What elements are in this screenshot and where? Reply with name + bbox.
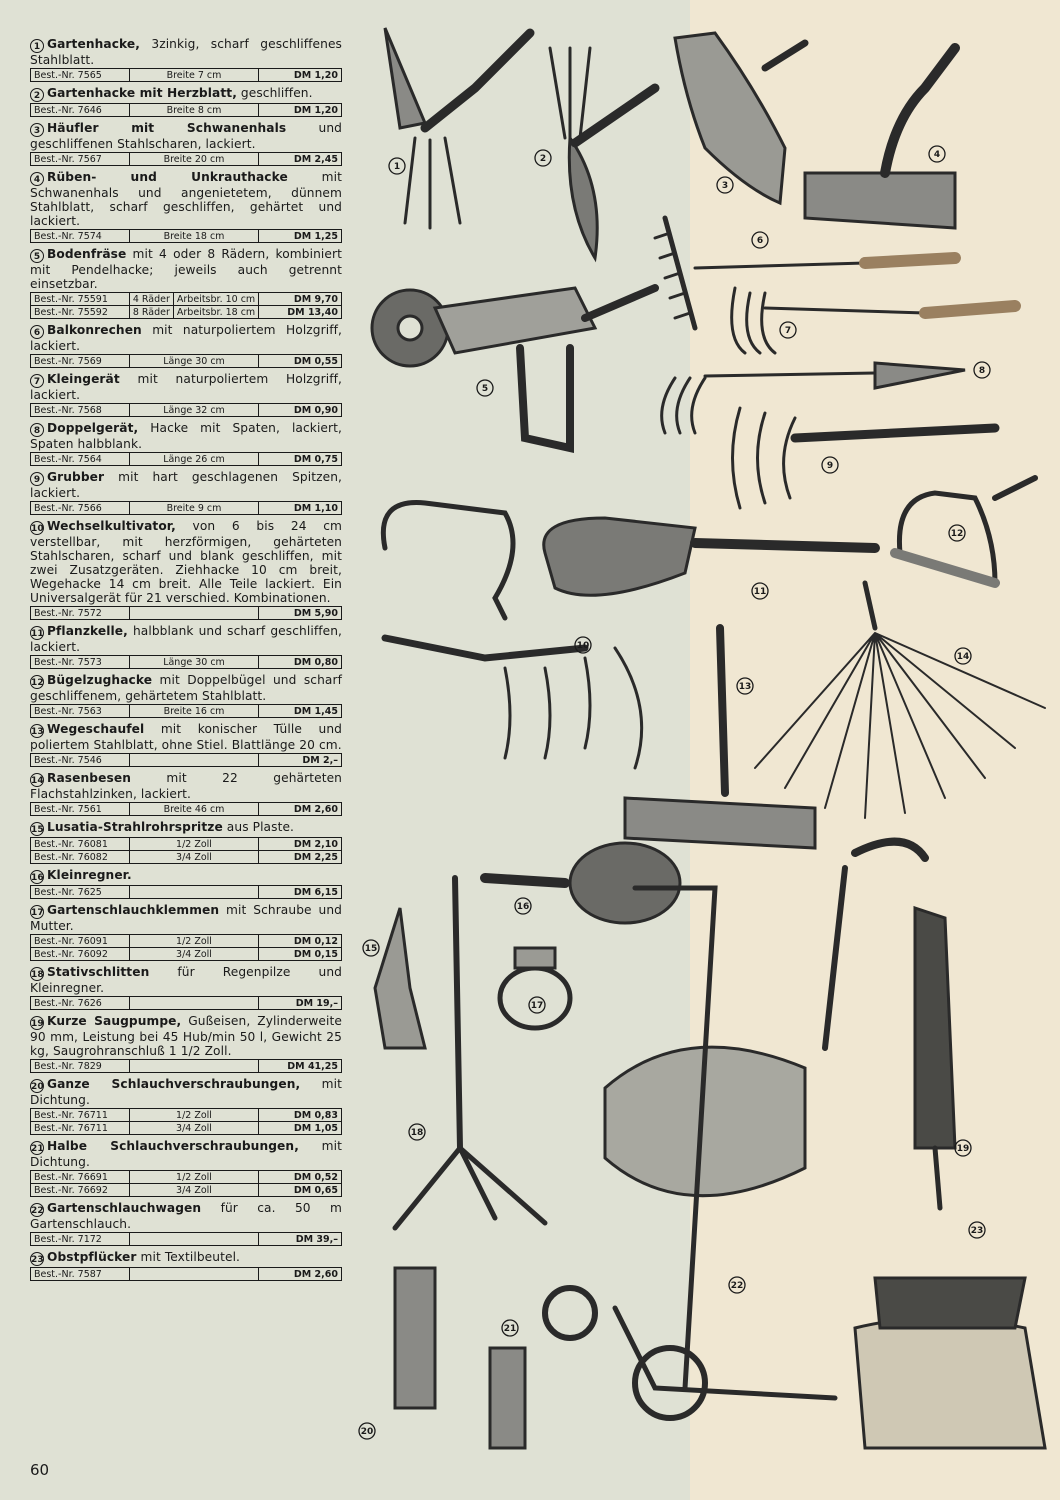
- item-description: [30, 170, 342, 228]
- order-table: [30, 1232, 342, 1246]
- illustration-hose-nozzle: [375, 908, 425, 1048]
- illustration-fruit-picker: [855, 1278, 1045, 1448]
- order-row: [31, 453, 342, 466]
- item-description: [30, 247, 342, 291]
- catalog-item: [30, 170, 342, 243]
- svg-text:15: 15: [364, 944, 378, 954]
- order-price: DM 1,20: [259, 69, 342, 82]
- illustration-lawn-rake: [755, 583, 1045, 818]
- catalog-item: [30, 1077, 342, 1135]
- catalog-item: [30, 820, 342, 864]
- item-number-badge: 21: [30, 1141, 44, 1155]
- order-number: Best.-Nr. 76692: [31, 1184, 130, 1197]
- item-number-badge: 14: [30, 773, 44, 787]
- item-text: mit Textilbeutel.: [136, 1250, 241, 1264]
- item-number-badge: 17: [30, 905, 44, 919]
- order-row: [31, 656, 342, 669]
- order-number: Best.-Nr. 7561: [31, 803, 130, 816]
- item-title: Grubber: [47, 470, 105, 484]
- item-title: Wechselkultivator,: [47, 519, 176, 533]
- order-row: [31, 104, 342, 117]
- illustration-double-tool: [662, 363, 965, 433]
- order-price: DM 0,75: [259, 453, 342, 466]
- order-size: Breite 20 cm: [130, 153, 259, 166]
- catalog-item: [30, 624, 342, 669]
- item-description: [30, 37, 342, 67]
- item-text: mit Dichtung.: [30, 1139, 342, 1169]
- svg-text:11: 11: [753, 587, 767, 597]
- order-price: DM 13,40: [259, 306, 342, 319]
- item-number-badge: 6: [30, 325, 44, 339]
- illustration-half-hose-couplings: [490, 1348, 525, 1448]
- order-number: Best.-Nr. 7625: [31, 886, 130, 899]
- order-size: 3/4 Zoll: [130, 948, 259, 961]
- item-title: Rüben- und Unkrauthacke: [47, 170, 288, 184]
- order-price: DM 1,25: [259, 230, 342, 243]
- item-number-badge: 18: [30, 967, 44, 981]
- item-title: Obstpflücker: [47, 1250, 137, 1264]
- catalog-item: [30, 903, 342, 961]
- catalog-item: [30, 1014, 342, 1073]
- order-size: Breite 8 cm: [130, 104, 259, 117]
- item-description: [30, 965, 342, 995]
- item-description: [30, 121, 342, 151]
- illustration-hose-clamp: [500, 948, 570, 1028]
- catalog-list: [30, 37, 342, 1285]
- order-table: [30, 229, 342, 243]
- order-price: DM 39,–: [259, 1233, 342, 1246]
- item-description: [30, 1201, 342, 1231]
- catalog-item: [30, 1201, 342, 1246]
- svg-text:9: 9: [826, 461, 834, 471]
- illustration-path-shovel: [625, 628, 815, 848]
- catalog-item: [30, 121, 342, 166]
- item-description: [30, 519, 342, 605]
- order-price: DM 0,83: [259, 1109, 342, 1122]
- item-text: mit konischer Tülle und poliertem Stahlblatt, ohne Stiel. Blattlänge 20 cm.: [30, 722, 342, 752]
- svg-text:17: 17: [530, 1001, 544, 1011]
- catalog-item: [30, 372, 342, 417]
- order-row: [31, 293, 342, 306]
- svg-text:5: 5: [481, 384, 489, 394]
- order-size: 4 Räder: [129, 293, 173, 306]
- order-table: [30, 1170, 342, 1197]
- item-text: Gußeisen, Zylinderweite 90 mm, Leistung bei 45 Hub/min 50 l, Gewicht 25 kg, Saugrohranschluß 1 1/2 Zoll.: [30, 1014, 342, 1058]
- order-table: [30, 753, 342, 767]
- order-number: Best.-Nr. 75592: [31, 306, 130, 319]
- order-size: Länge 30 cm: [130, 656, 259, 669]
- order-table: [30, 837, 342, 864]
- item-number-badge: 13: [30, 724, 44, 738]
- svg-text:2: 2: [539, 154, 547, 164]
- svg-text:19: 19: [956, 1144, 970, 1154]
- item-description: [30, 820, 342, 836]
- item-title: Lusatia-Strahlrohrspritze: [47, 820, 223, 834]
- item-number-badge: 5: [30, 249, 44, 263]
- illustration-beet-hoe: [805, 48, 955, 228]
- order-number: Best.-Nr. 7646: [31, 104, 130, 117]
- order-size: Breite 7 cm: [130, 69, 259, 82]
- item-number-badge: 22: [30, 1203, 44, 1217]
- item-title: Balkonrechen: [47, 323, 142, 337]
- order-row: [31, 1122, 342, 1135]
- item-text: mit naturpoliertem Holzgriff, lackiert.: [30, 372, 342, 402]
- svg-text:12: 12: [950, 529, 964, 539]
- item-text: von 6 bis 24 cm verstellbar, mit herzförmigen, gehärteten Stahlscharen, scharf und blank geschliffen, mit zwei Zusatzgeräten. Ziehhacke 10 cm breit, Wegehacke 14 cm breit. Alle Teile lackiert. Ein Universalgerät für 21 verschied. Kombinationen.: [30, 519, 342, 605]
- svg-text:4: 4: [933, 150, 941, 160]
- order-table: [30, 1059, 342, 1073]
- item-description: [30, 903, 342, 933]
- order-row: [31, 935, 342, 948]
- order-table: [30, 152, 342, 166]
- catalog-item: [30, 86, 342, 117]
- item-number-badge: 4: [30, 172, 44, 186]
- item-description: [30, 673, 342, 703]
- item-text: 3zinkig, scharf geschliffenes Stahlblatt.: [30, 37, 342, 67]
- item-title: Bodenfräse: [47, 247, 127, 261]
- order-price: DM 2,60: [259, 803, 342, 816]
- order-price: DM 0,12: [259, 935, 342, 948]
- order-row: [31, 607, 342, 620]
- order-table: [30, 68, 342, 82]
- order-price: DM 19,–: [259, 997, 342, 1010]
- svg-text:20: 20: [360, 1427, 374, 1437]
- order-size: Breite 9 cm: [130, 502, 259, 515]
- item-number-badge: 2: [30, 88, 44, 102]
- item-title: Rasenbesen: [47, 771, 131, 785]
- item-title: Pflanzkelle,: [47, 624, 128, 638]
- item-number-badge: 16: [30, 870, 44, 884]
- svg-text:7: 7: [784, 326, 792, 336]
- order-price: DM 6,15: [259, 886, 342, 899]
- order-table: [30, 501, 342, 515]
- item-description: [30, 421, 342, 451]
- order-table: [30, 934, 342, 961]
- order-number: Best.-Nr. 7829: [31, 1060, 130, 1073]
- item-description: [30, 86, 342, 102]
- order-size: [130, 1268, 259, 1281]
- order-number: Best.-Nr. 7626: [31, 997, 130, 1010]
- svg-text:16: 16: [516, 902, 530, 912]
- order-number: Best.-Nr. 7563: [31, 705, 130, 718]
- order-table: [30, 704, 342, 718]
- order-width: Arbeitsbr. 10 cm: [173, 293, 258, 306]
- order-row: [31, 502, 342, 515]
- order-row: [31, 355, 342, 368]
- svg-text:21: 21: [503, 1324, 517, 1334]
- order-number: Best.-Nr. 76091: [31, 935, 130, 948]
- order-table: [30, 802, 342, 816]
- order-row: [31, 1060, 342, 1073]
- item-title: Kleingerät: [47, 372, 120, 386]
- item-text: mit Schraube und Mutter.: [30, 903, 342, 933]
- order-table: [30, 1267, 342, 1281]
- order-table: [30, 354, 342, 368]
- item-text: Hacke mit Spaten, lackiert, Spaten halbblank.: [30, 421, 342, 451]
- item-number-badge: 12: [30, 675, 44, 689]
- item-title: Gartenschlauchklemmen: [47, 903, 220, 917]
- order-row: [31, 838, 342, 851]
- order-number: Best.-Nr. 7172: [31, 1233, 130, 1246]
- item-title: Kurze Saugpumpe,: [47, 1014, 182, 1028]
- order-price: DM 1,20: [259, 104, 342, 117]
- order-price: DM 41,25: [259, 1060, 342, 1073]
- item-title: Gartenhacke,: [47, 37, 141, 51]
- order-width: Arbeitsbr. 18 cm: [173, 306, 258, 319]
- item-title: Gartenschlauchwagen: [47, 1201, 202, 1215]
- item-description: [30, 868, 342, 884]
- order-price: DM 2,–: [259, 754, 342, 767]
- item-text: halbblank und scharf geschliffen, lackiert.: [30, 624, 342, 654]
- order-row: [31, 997, 342, 1010]
- order-table: [30, 1108, 342, 1135]
- catalog-item: [30, 771, 342, 816]
- catalog-item: [30, 323, 342, 368]
- item-number-badge: 1: [30, 39, 44, 53]
- order-size: Länge 30 cm: [130, 355, 259, 368]
- order-number: Best.-Nr. 7574: [31, 230, 130, 243]
- illustration-sprinkler: [485, 843, 680, 923]
- item-description: [30, 1139, 342, 1169]
- order-table: [30, 655, 342, 669]
- item-title: Bügelzughacke: [47, 673, 153, 687]
- order-price: DM 5,90: [259, 607, 342, 620]
- catalog-item: [30, 673, 342, 718]
- illustration-hoe-3-prong: [385, 28, 530, 228]
- order-row: [31, 230, 342, 243]
- item-title: Häufler mit Schwanenhals: [47, 121, 287, 135]
- order-number: Best.-Nr. 7569: [31, 355, 130, 368]
- illustration-full-hose-couplings: [395, 1268, 435, 1408]
- illustration-trowel: [544, 518, 875, 595]
- order-price: DM 1,10: [259, 502, 342, 515]
- item-description: [30, 1014, 342, 1058]
- illustration-heart-hoe: [550, 48, 655, 258]
- page-number: 60: [30, 1461, 50, 1479]
- item-number-badge: 3: [30, 123, 44, 137]
- order-size: 3/4 Zoll: [130, 851, 259, 864]
- order-size: [130, 1060, 259, 1073]
- svg-text:3: 3: [721, 181, 729, 191]
- illustration-grubber: [733, 408, 996, 508]
- order-row: [31, 803, 342, 816]
- order-row: [31, 404, 342, 417]
- item-description: [30, 624, 342, 654]
- order-price: DM 1,05: [259, 1122, 342, 1135]
- order-size: 1/2 Zoll: [130, 838, 259, 851]
- order-price: DM 0,52: [259, 1171, 342, 1184]
- catalog-item: [30, 37, 342, 82]
- item-description: [30, 722, 342, 752]
- svg-text:6: 6: [756, 236, 764, 246]
- order-price: DM 0,80: [259, 656, 342, 669]
- order-number: Best.-Nr. 76092: [31, 948, 130, 961]
- order-table: [30, 403, 342, 417]
- order-price: DM 0,55: [259, 355, 342, 368]
- catalog-item: [30, 421, 342, 466]
- tool-illustrations: [355, 8, 1055, 1488]
- order-number: Best.-Nr. 7567: [31, 153, 130, 166]
- order-size: 3/4 Zoll: [130, 1184, 259, 1197]
- item-text: für Regenpilze und Kleinregner.: [30, 965, 342, 995]
- item-number-badge: 8: [30, 423, 44, 437]
- order-row: [31, 1184, 342, 1197]
- item-title: Kleinregner.: [47, 868, 132, 882]
- item-number-badge: 9: [30, 472, 44, 486]
- order-size: [130, 997, 259, 1010]
- catalog-item: [30, 868, 342, 899]
- catalog-item: [30, 247, 342, 319]
- svg-text:14: 14: [956, 652, 970, 662]
- order-number: Best.-Nr. 76711: [31, 1109, 130, 1122]
- item-title: Ganze Schlauchverschraubungen,: [47, 1077, 301, 1091]
- item-title: Stativschlitten: [47, 965, 150, 979]
- order-row: [31, 153, 342, 166]
- item-number-badge: 11: [30, 626, 44, 640]
- order-size: 1/2 Zoll: [130, 1109, 259, 1122]
- illustration-suction-pump: [825, 842, 955, 1208]
- order-price: DM 0,90: [259, 404, 342, 417]
- order-size: Länge 32 cm: [130, 404, 259, 417]
- catalog-item: [30, 722, 342, 767]
- illustration-small-tool: [732, 288, 1015, 353]
- order-price: DM 2,10: [259, 838, 342, 851]
- item-number-badge: 7: [30, 374, 44, 388]
- item-description: [30, 323, 342, 353]
- item-description: [30, 1077, 342, 1107]
- order-number: Best.-Nr. 7573: [31, 656, 130, 669]
- order-row: [31, 886, 342, 899]
- order-table: [30, 606, 342, 620]
- order-number: Best.-Nr. 7568: [31, 404, 130, 417]
- order-number: Best.-Nr. 76082: [31, 851, 130, 864]
- order-row: [31, 851, 342, 864]
- item-text: mit naturpoliertem Holzgriff, lackiert.: [30, 323, 342, 353]
- order-size: Länge 26 cm: [130, 453, 259, 466]
- item-title: Halbe Schlauchverschraubungen,: [47, 1139, 299, 1153]
- svg-text:22: 22: [730, 1281, 744, 1291]
- order-row: [31, 754, 342, 767]
- item-text: mit Dichtung.: [30, 1077, 343, 1107]
- order-size: Breite 18 cm: [130, 230, 259, 243]
- order-price: DM 9,70: [259, 293, 342, 306]
- item-description: [30, 470, 342, 500]
- item-description: [30, 1250, 342, 1266]
- order-number: Best.-Nr. 7565: [31, 69, 130, 82]
- item-text: geschliffen.: [236, 86, 313, 100]
- order-number: Best.-Nr. 76691: [31, 1171, 130, 1184]
- svg-text:23: 23: [970, 1226, 984, 1236]
- order-size: 8 Räder: [129, 306, 173, 319]
- illustration-ridger: [675, 33, 805, 203]
- order-number: Best.-Nr. 7546: [31, 754, 130, 767]
- item-title: Wegeschaufel: [47, 722, 145, 736]
- order-number: Best.-Nr. 76711: [31, 1122, 130, 1135]
- order-size: [130, 754, 259, 767]
- order-price: DM 2,45: [259, 153, 342, 166]
- order-table: [30, 103, 342, 117]
- catalog-item: [30, 1139, 342, 1197]
- order-number: Best.-Nr. 75591: [31, 293, 130, 306]
- order-size: Breite 16 cm: [130, 705, 259, 718]
- item-text: mit Doppelbügel und scharf geschliffenem, gehärtetem Stahlblatt.: [30, 673, 342, 703]
- item-text: mit hart geschlagenen Spitzen, lackiert.: [30, 470, 342, 500]
- order-size: [130, 607, 259, 620]
- order-row: [31, 1233, 342, 1246]
- illustration-tripod-stand: [395, 878, 545, 1228]
- order-row: [31, 69, 342, 82]
- order-table: [30, 452, 342, 466]
- catalog-item: [30, 470, 342, 515]
- order-size: 1/2 Zoll: [130, 935, 259, 948]
- order-number: Best.-Nr. 76081: [31, 838, 130, 851]
- catalog-item: [30, 1250, 342, 1281]
- item-text: für ca. 50 m Gartenschlauch.: [30, 1201, 342, 1231]
- catalog-item: [30, 965, 342, 1010]
- order-table: [30, 292, 342, 319]
- order-size: [130, 886, 259, 899]
- order-number: Best.-Nr. 7587: [31, 1268, 130, 1281]
- order-row: [31, 705, 342, 718]
- item-number-badge: 23: [30, 1252, 44, 1266]
- illustration-tiller: [372, 288, 655, 448]
- item-title: Gartenhacke mit Herzblatt,: [47, 86, 237, 100]
- order-row: [31, 306, 342, 319]
- order-price: DM 2,25: [259, 851, 342, 864]
- item-number-badge: 10: [30, 521, 44, 535]
- item-number-badge: 15: [30, 822, 44, 836]
- order-table: [30, 996, 342, 1010]
- order-size: [130, 1233, 259, 1246]
- svg-text:18: 18: [410, 1128, 424, 1138]
- order-size: 3/4 Zoll: [130, 1122, 259, 1135]
- svg-text:8: 8: [978, 366, 986, 376]
- order-row: [31, 1268, 342, 1281]
- catalog-item: [30, 519, 342, 620]
- order-price: DM 2,60: [259, 1268, 342, 1281]
- order-price: DM 0,15: [259, 948, 342, 961]
- svg-text:13: 13: [738, 682, 752, 692]
- item-text: aus Plaste.: [222, 820, 295, 834]
- order-table: [30, 885, 342, 899]
- item-text: mit Schwanenhals und angenietetem, dünnem Stahlblatt, scharf geschliffen, gehärtet und lackiert.: [30, 170, 343, 228]
- order-number: Best.-Nr. 7566: [31, 502, 130, 515]
- item-number-badge: 19: [30, 1016, 44, 1030]
- order-number: Best.-Nr. 7572: [31, 607, 130, 620]
- order-row: [31, 948, 342, 961]
- order-size: Breite 46 cm: [130, 803, 259, 816]
- order-size: 1/2 Zoll: [130, 1171, 259, 1184]
- item-text: mit 4 oder 8 Rädern, kombiniert mit Pendelhacke; jeweils auch getrennt einsetzbar.: [30, 247, 342, 291]
- item-text: und geschliffenen Stahlscharen, lackiert.: [30, 121, 343, 151]
- item-number-badge: 20: [30, 1079, 44, 1093]
- svg-text:1: 1: [393, 162, 401, 172]
- order-number: Best.-Nr. 7564: [31, 453, 130, 466]
- order-row: [31, 1109, 342, 1122]
- item-description: [30, 372, 342, 402]
- item-text: mit 22 gehärteten Flachstahlzinken, lackiert.: [30, 771, 342, 801]
- order-price: DM 1,45: [259, 705, 342, 718]
- item-description: [30, 771, 342, 801]
- svg-text:10: 10: [576, 641, 590, 651]
- order-price: DM 0,65: [259, 1184, 342, 1197]
- order-row: [31, 1171, 342, 1184]
- illustration-hose-cart: [545, 888, 835, 1418]
- item-title: Doppelgerät,: [47, 421, 139, 435]
